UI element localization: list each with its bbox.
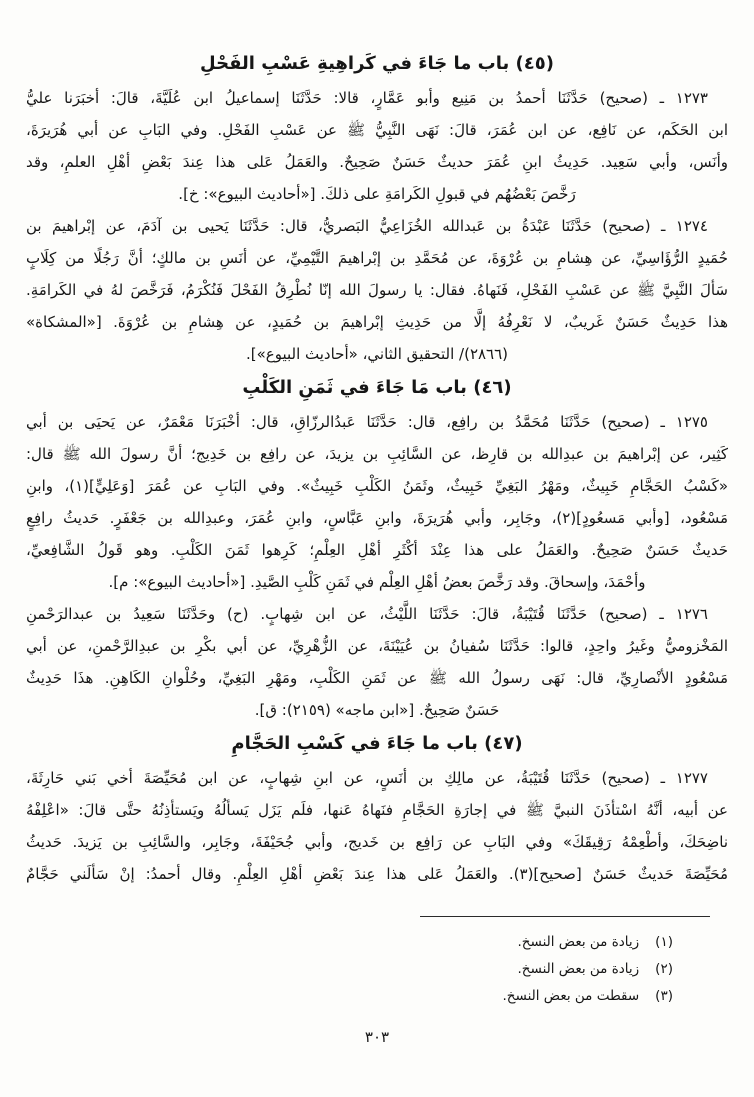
chapter-heading-46: (٤٦) باب مَا جَاءَ في ثَمَنِ الكَلْبِ xyxy=(242,377,512,398)
hadith-1274-line-2: حُمَيدٍ الرُّؤَاسِيِّ، عن هِشامِ بن عُرْوَةَ، عن مُحَمَّدِ بن إبْراهيمَ التَّيْمِيِّ، عن أنَسِ بن مالكٍ؛ أنَّ رَجُلًا من كِلَابٍ xyxy=(26,249,728,267)
hadith-1274-line-1: ١٢٧٤ ـ (صحيح) حَدَّثَنَا عَبْدَةُ بن عَبدالله الخُزَاعِيُّ البَصريُّ، قال: حَدَّثَنَا يَحيى بن آدَمَ، عن إبْراهيمَ بن xyxy=(26,217,708,235)
hadith-1275-line-4: مَسْعُود، [وأبي مَسعُودٍ](٢)، وجَابِر، وأبي هُرَيرَةَ، وابنِ عَبَّاسٍ، وابنِ عُمَرَ، وعبدِالله بن جَعْفَرٍ. حَديثُ رافِعٍ xyxy=(26,509,728,527)
chapter-heading-45: (٤٥) باب ما جَاءَ في كَراهِيةِ عَسْبِ الفَحْلِ xyxy=(200,53,554,74)
hadith-1277 xyxy=(26,762,728,890)
hadith-1275-line-1: ١٢٧٥ ـ (صحيح) حَدَّثَنَا مُحَمَّدُ بن رافِع، قال: حَدَّثَنَا عَبدُالرزّاقِ، قال: أخْبَرَنَا مَعْمَرٌ، عن يَحيَى بن أبي xyxy=(26,413,708,431)
chapter-heading-47: (٤٧) باب ما جَاءَ في كَسْبِ الحَجَّامِ xyxy=(231,733,523,754)
hadith-1277-line-2: عن أبيه، أنَّهُ اسْتأذَنَ النبيَّ ﷺ في إجارَةِ الحَجَّامِ فنَهاهُ عَنها، فلَم يَزَل يَسألُهُ ويَستأذِنُهُ حتَّى قالَ: «اعْلِفْهُ xyxy=(26,801,728,819)
footnote-item-1 xyxy=(26,929,673,956)
hadith-1274-line-4: هذا حَدِيثٌ حَسَنٌ غَريبٌ، لا نَعْرِفُهُ إلَّا من حَدِيثِ إبْراهيمَ بن حُمَيدٍ، عن هِشامِ بن عُرْوَةَ. [«المشكاة» xyxy=(26,313,728,331)
footnote-divider xyxy=(420,916,710,917)
footnote-item-3 xyxy=(26,983,673,1010)
hadith-1273-line-3: وأنَس، وأبي سَعِيد. حَدِيثُ ابنِ عُمَرَ حديثٌ حَسَنٌ صَحِيحٌ. والعَمَلُ عَلى هذا عِندَ بَعْضِ أهْلِ العلمِ، وقد xyxy=(26,153,728,171)
hadith-1275-line-6: وأحْمَدَ، وإسحاقَ. وقد رَخَّصَ بعضُ أهْلِ العِلْم في ثَمَنِ كَلْبِ الصَّيدِ. [«أحاديث البيوع»: م]. xyxy=(108,573,646,591)
hadith-1273-line-4: رَخَّصَ بَعْضُهُم في قبولِ الكَرامَةِ على ذلكَ. [«أحاديث البيوع»: خ]. xyxy=(178,185,576,203)
footnote-text: زيادة من بعض النسخ. xyxy=(517,934,640,950)
footnote-item-2 xyxy=(26,956,673,983)
hadith-1275 xyxy=(26,406,728,598)
hadith-1273-line-2: ابن الحَكَم، عن نَافِع، عن ابن عُمَرَ، قالَ: نَهَى النَّبِيُّ ﷺ عن عَسْبِ الفَحْلِ. وفي البَابِ عن أبي هُرَيرَةَ، xyxy=(26,121,728,139)
footnote-text: زيادة من بعض النسخ. xyxy=(517,961,640,977)
hadith-1277-line-4: مُحَيِّصَةَ حَديثٌ حَسَنٌ [صحيح](٣). والعَمَلُ عَلى هذا عِندَ بَعْضِ أهْلِ العِلْمِ. وقال أحمدُ: إنْ سَألَني حَجَّامٌ xyxy=(26,865,728,883)
hadith-1274 xyxy=(26,210,728,370)
footnotes-block xyxy=(26,929,728,1010)
hadith-1276-line-1: ١٢٧٦ ـ (صحيح) حَدَّثَنَا قُتَيْبَةُ، قالَ: حَدَّثَنَا اللَّيْثُ، عن ابن شِهابٍ. (ح) وحَدَّثَنَا سَعِيدُ بن عبدالرَحْمنِ xyxy=(26,605,708,623)
hadith-1277-line-1: ١٢٧٧ ـ (صحيح) حَدَّثَنَا قُتَيْبَةُ، عن مالِكِ بن أنَسٍ، عن ابنِ شِهابٍ، عن ابن مُحَيِّصَةَ أخي بَني حَارِثَةَ، xyxy=(26,769,708,787)
hadith-1273 xyxy=(26,82,728,210)
hadith-1273-line-1: ١٢٧٣ ـ (صحيح) حَدَّثَنَا أحمدُ بن مَنِيع وأبو عَمَّارٍ، قالا: حَدَّثَنَا إسماعيلُ ابن عُلَيَّةَ، قالَ: أخبَرَنا عليُّ xyxy=(26,89,708,107)
footnote-marker: (١) xyxy=(655,934,673,950)
hadith-1276-line-3: مَسْعُودٍ الأنْصارِيِّ، قال: نَهَى رسولُ الله ﷺ عن ثَمَنِ الكَلْبِ، ومَهْرِ البَغِيِّ، وحُلْوانِ الكَاهِنِ. هذَا حَدِيثٌ xyxy=(26,669,728,687)
hadith-1276 xyxy=(26,598,728,726)
hadith-1275-line-3: «كَسْبُ الحَجَّامِ خَبِيثٌ، ومَهْرُ البَغِيِّ خَبِيثٌ، وثَمَنُ الكَلْبِ خَبِيثٌ». وفي البَابِ عن عُمَرَ [وَعَلِيٍّ](١)، وابنِ xyxy=(26,477,729,495)
footnote-text: سقطت من بعض النسخ. xyxy=(502,988,640,1004)
hadith-1277-line-3: ناضِحَكَ، وأطْعِمْهُ رَقِيقَكَ» وفي البَابِ عن رَافِع بن خَديج، وأبي جُحَيْفَةَ، وجَابِر، والسَّائِبِ بن يَزيدَ. حَديثُ xyxy=(26,833,728,851)
hadith-1275-line-5: حَديثٌ حَسَنٌ صَحِيحٌ. والعَمَلُ على هذا عِنْدَ أكْثَرِ أهْلِ العِلْمِ؛ كَرِهوا ثَمَنَ الكَلْبِ. وهو قَولُ الشَّافِعيِّ، xyxy=(26,541,728,559)
hadith-text-block xyxy=(26,46,728,890)
page-number: ٣٠٣ xyxy=(364,1028,390,1046)
hadith-1275-line-2: كَثِير، عن إبْراهيمَ بن عبدِالله بن قارِظ، عن السَّائِبِ بن يزيدَ، عن رافِع بن خَدِيج؛ أنَّ رسولَ الله ﷺ قال: xyxy=(26,445,728,463)
footnote-marker: (٣) xyxy=(655,988,673,1004)
footnote-marker: (٢) xyxy=(655,961,673,977)
hadith-1276-line-4: حَسَنٌ صَحِيحٌ. [«ابن ماجه» (٢١٥٩): ق]. xyxy=(254,701,500,719)
hadith-1274-line-3: سَألَ النَّبِيَّ ﷺ عن عَسْبِ الفَحْلِ، فَنَهاهُ. فقال: يا رسولَ الله إنّا نُطْرِقُ الفَحْلَ فَنُكْرَمُ، فَرَخَّصَ لهُ في الكَرامَةِ. xyxy=(26,281,728,299)
hadith-1274-line-5: (٢٨٦٦)/ التحقيق الثاني، «أحاديث البيوع»]. xyxy=(245,345,509,363)
hadith-1276-line-2: المَخْزوميُّ وغَيرُ واحِدٍ، قالوا: حَدَّثَنَا سُفيانُ بن عُيَيْنَةَ، عن الزُّهْرِيِّ، عن أبي بكْرِ بن عبدِالرَّحْمنِ، عن أبي xyxy=(26,637,728,655)
